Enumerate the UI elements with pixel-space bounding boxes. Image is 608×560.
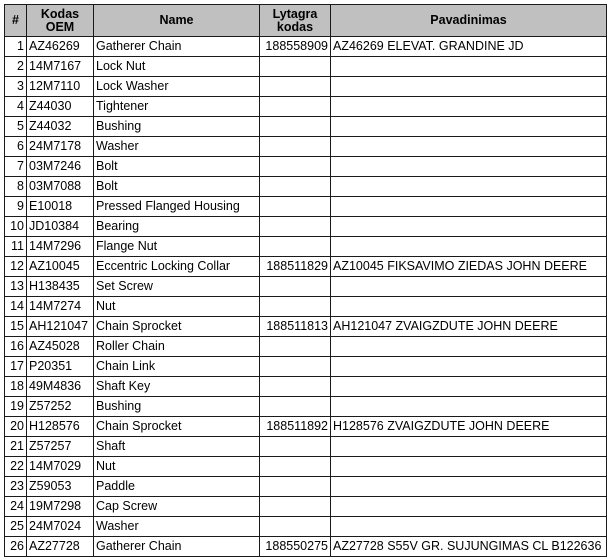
cell-oem-code: 14M7029 xyxy=(27,457,94,477)
table-row xyxy=(5,517,607,537)
cell-pavadinimas xyxy=(331,377,607,397)
cell-lytagra-code: 188550275 xyxy=(260,537,331,557)
header-row xyxy=(5,5,607,37)
cell-lytagra-code xyxy=(260,137,331,157)
cell-pavadinimas xyxy=(331,237,607,257)
cell-lytagra-code xyxy=(260,457,331,477)
cell-name: Set Screw xyxy=(94,277,260,297)
cell-name: Flange Nut xyxy=(94,237,260,257)
cell-pavadinimas: AH121047 ZVAIGZDUTE JOHN DEERE xyxy=(331,317,607,337)
cell-oem-code: 14M7274 xyxy=(27,297,94,317)
cell-index: 12 xyxy=(5,257,27,277)
cell-pavadinimas xyxy=(331,397,607,417)
cell-lytagra-code xyxy=(260,237,331,257)
cell-pavadinimas xyxy=(331,197,607,217)
cell-name: Washer xyxy=(94,137,260,157)
cell-index: 13 xyxy=(5,277,27,297)
table-row xyxy=(5,137,607,157)
cell-name: Paddle xyxy=(94,477,260,497)
cell-name: Chain Link xyxy=(94,357,260,377)
table-row xyxy=(5,37,607,57)
table-row xyxy=(5,417,607,437)
cell-pavadinimas: AZ46269 ELEVAT. GRANDINE JD xyxy=(331,37,607,57)
cell-lytagra-code xyxy=(260,157,331,177)
cell-name: Eccentric Locking Collar xyxy=(94,257,260,277)
table-row xyxy=(5,497,607,517)
cell-index: 11 xyxy=(5,237,27,257)
cell-oem-code: JD10384 xyxy=(27,217,94,237)
table-row xyxy=(5,237,607,257)
cell-index: 21 xyxy=(5,437,27,457)
cell-index: 22 xyxy=(5,457,27,477)
cell-lytagra-code xyxy=(260,357,331,377)
cell-oem-code: H138435 xyxy=(27,277,94,297)
table-row xyxy=(5,277,607,297)
cell-oem-code: 19M7298 xyxy=(27,497,94,517)
cell-oem-code: 49M4836 xyxy=(27,377,94,397)
cell-name: Bushing xyxy=(94,117,260,137)
cell-pavadinimas xyxy=(331,337,607,357)
cell-index: 8 xyxy=(5,177,27,197)
cell-index: 7 xyxy=(5,157,27,177)
cell-lytagra-code xyxy=(260,517,331,537)
cell-name: Chain Sprocket xyxy=(94,417,260,437)
cell-oem-code: Z44030 xyxy=(27,97,94,117)
cell-oem-code: P20351 xyxy=(27,357,94,377)
cell-lytagra-code xyxy=(260,97,331,117)
header-pavadinimas: Pavadinimas xyxy=(331,5,607,37)
table-row xyxy=(5,257,607,277)
cell-oem-code: H128576 xyxy=(27,417,94,437)
cell-index: 26 xyxy=(5,537,27,557)
cell-name: Roller Chain xyxy=(94,337,260,357)
cell-lytagra-code xyxy=(260,57,331,77)
cell-lytagra-code: 188511813 xyxy=(260,317,331,337)
cell-lytagra-code xyxy=(260,217,331,237)
cell-index: 15 xyxy=(5,317,27,337)
cell-name: Lock Nut xyxy=(94,57,260,77)
table-row xyxy=(5,297,607,317)
cell-index: 10 xyxy=(5,217,27,237)
cell-name: Bolt xyxy=(94,177,260,197)
cell-oem-code: AZ27728 xyxy=(27,537,94,557)
cell-oem-code: 12M7110 xyxy=(27,77,94,97)
cell-oem-code: AZ10045 xyxy=(27,257,94,277)
table-row xyxy=(5,317,607,337)
cell-index: 4 xyxy=(5,97,27,117)
cell-oem-code: AZ46269 xyxy=(27,37,94,57)
cell-pavadinimas xyxy=(331,297,607,317)
cell-lytagra-code xyxy=(260,197,331,217)
cell-name: Lock Washer xyxy=(94,77,260,97)
cell-name: Bearing xyxy=(94,217,260,237)
header-oem-code: Kodas OEM xyxy=(27,5,94,37)
cell-pavadinimas: AZ27728 S55V GR. SUJUNGIMAS CL B122636 xyxy=(331,537,607,557)
cell-index: 1 xyxy=(5,37,27,57)
cell-pavadinimas xyxy=(331,277,607,297)
cell-name: Bushing xyxy=(94,397,260,417)
table-row xyxy=(5,157,607,177)
cell-lytagra-code xyxy=(260,177,331,197)
cell-name: Gatherer Chain xyxy=(94,37,260,57)
cell-index: 6 xyxy=(5,137,27,157)
cell-lytagra-code xyxy=(260,497,331,517)
cell-index: 24 xyxy=(5,497,27,517)
cell-oem-code: Z44032 xyxy=(27,117,94,137)
table-row xyxy=(5,537,607,557)
table-row xyxy=(5,77,607,97)
cell-pavadinimas xyxy=(331,137,607,157)
cell-pavadinimas xyxy=(331,97,607,117)
cell-lytagra-code xyxy=(260,477,331,497)
table-row xyxy=(5,97,607,117)
cell-pavadinimas xyxy=(331,57,607,77)
cell-index: 3 xyxy=(5,77,27,97)
cell-pavadinimas xyxy=(331,217,607,237)
cell-oem-code: Z59053 xyxy=(27,477,94,497)
cell-pavadinimas xyxy=(331,517,607,537)
cell-name: Nut xyxy=(94,297,260,317)
table-row xyxy=(5,357,607,377)
cell-index: 19 xyxy=(5,397,27,417)
table-row xyxy=(5,477,607,497)
cell-index: 18 xyxy=(5,377,27,397)
cell-lytagra-code xyxy=(260,277,331,297)
cell-index: 5 xyxy=(5,117,27,137)
cell-pavadinimas: AZ10045 FIKSAVIMO ZIEDAS JOHN DEERE xyxy=(331,257,607,277)
cell-lytagra-code xyxy=(260,297,331,317)
cell-name: Shaft Key xyxy=(94,377,260,397)
cell-lytagra-code xyxy=(260,437,331,457)
table-row xyxy=(5,437,607,457)
cell-oem-code: E10018 xyxy=(27,197,94,217)
cell-pavadinimas xyxy=(331,437,607,457)
cell-name: Bolt xyxy=(94,157,260,177)
cell-name: Chain Sprocket xyxy=(94,317,260,337)
table-row xyxy=(5,57,607,77)
cell-index: 25 xyxy=(5,517,27,537)
cell-oem-code: 24M7178 xyxy=(27,137,94,157)
parts-table xyxy=(4,4,607,557)
cell-pavadinimas: H128576 ZVAIGZDUTE JOHN DEERE xyxy=(331,417,607,437)
header-lytagra-code: Lytagra kodas xyxy=(260,5,331,37)
cell-oem-code: 14M7296 xyxy=(27,237,94,257)
cell-lytagra-code xyxy=(260,377,331,397)
table-row xyxy=(5,397,607,417)
cell-name: Shaft xyxy=(94,437,260,457)
cell-oem-code: AH121047 xyxy=(27,317,94,337)
cell-oem-code: Z57252 xyxy=(27,397,94,417)
cell-pavadinimas xyxy=(331,497,607,517)
cell-index: 20 xyxy=(5,417,27,437)
cell-pavadinimas xyxy=(331,117,607,137)
table-row xyxy=(5,217,607,237)
cell-oem-code: 03M7246 xyxy=(27,157,94,177)
cell-name: Nut xyxy=(94,457,260,477)
table-row xyxy=(5,337,607,357)
cell-index: 23 xyxy=(5,477,27,497)
cell-oem-code: 03M7088 xyxy=(27,177,94,197)
cell-lytagra-code: 188558909 xyxy=(260,37,331,57)
table-row xyxy=(5,117,607,137)
header-index: # xyxy=(5,5,27,37)
table-row xyxy=(5,177,607,197)
cell-name: Tightener xyxy=(94,97,260,117)
cell-oem-code: 24M7024 xyxy=(27,517,94,537)
cell-oem-code: 14M7167 xyxy=(27,57,94,77)
cell-lytagra-code xyxy=(260,117,331,137)
table-row xyxy=(5,377,607,397)
cell-index: 17 xyxy=(5,357,27,377)
cell-lytagra-code: 188511892 xyxy=(260,417,331,437)
cell-name: Pressed Flanged Housing xyxy=(94,197,260,217)
cell-index: 2 xyxy=(5,57,27,77)
cell-pavadinimas xyxy=(331,357,607,377)
table-row xyxy=(5,197,607,217)
cell-lytagra-code xyxy=(260,337,331,357)
cell-oem-code: AZ45028 xyxy=(27,337,94,357)
cell-lytagra-code: 188511829 xyxy=(260,257,331,277)
table-body xyxy=(5,37,607,557)
cell-name: Cap Screw xyxy=(94,497,260,517)
cell-name: Washer xyxy=(94,517,260,537)
cell-lytagra-code xyxy=(260,77,331,97)
table-row xyxy=(5,457,607,477)
header-name: Name xyxy=(94,5,260,37)
table-header xyxy=(5,5,607,37)
cell-lytagra-code xyxy=(260,397,331,417)
cell-pavadinimas xyxy=(331,77,607,97)
cell-index: 16 xyxy=(5,337,27,357)
cell-pavadinimas xyxy=(331,157,607,177)
cell-name: Gatherer Chain xyxy=(94,537,260,557)
cell-pavadinimas xyxy=(331,477,607,497)
cell-pavadinimas xyxy=(331,177,607,197)
cell-oem-code: Z57257 xyxy=(27,437,94,457)
cell-index: 14 xyxy=(5,297,27,317)
cell-pavadinimas xyxy=(331,457,607,477)
cell-index: 9 xyxy=(5,197,27,217)
